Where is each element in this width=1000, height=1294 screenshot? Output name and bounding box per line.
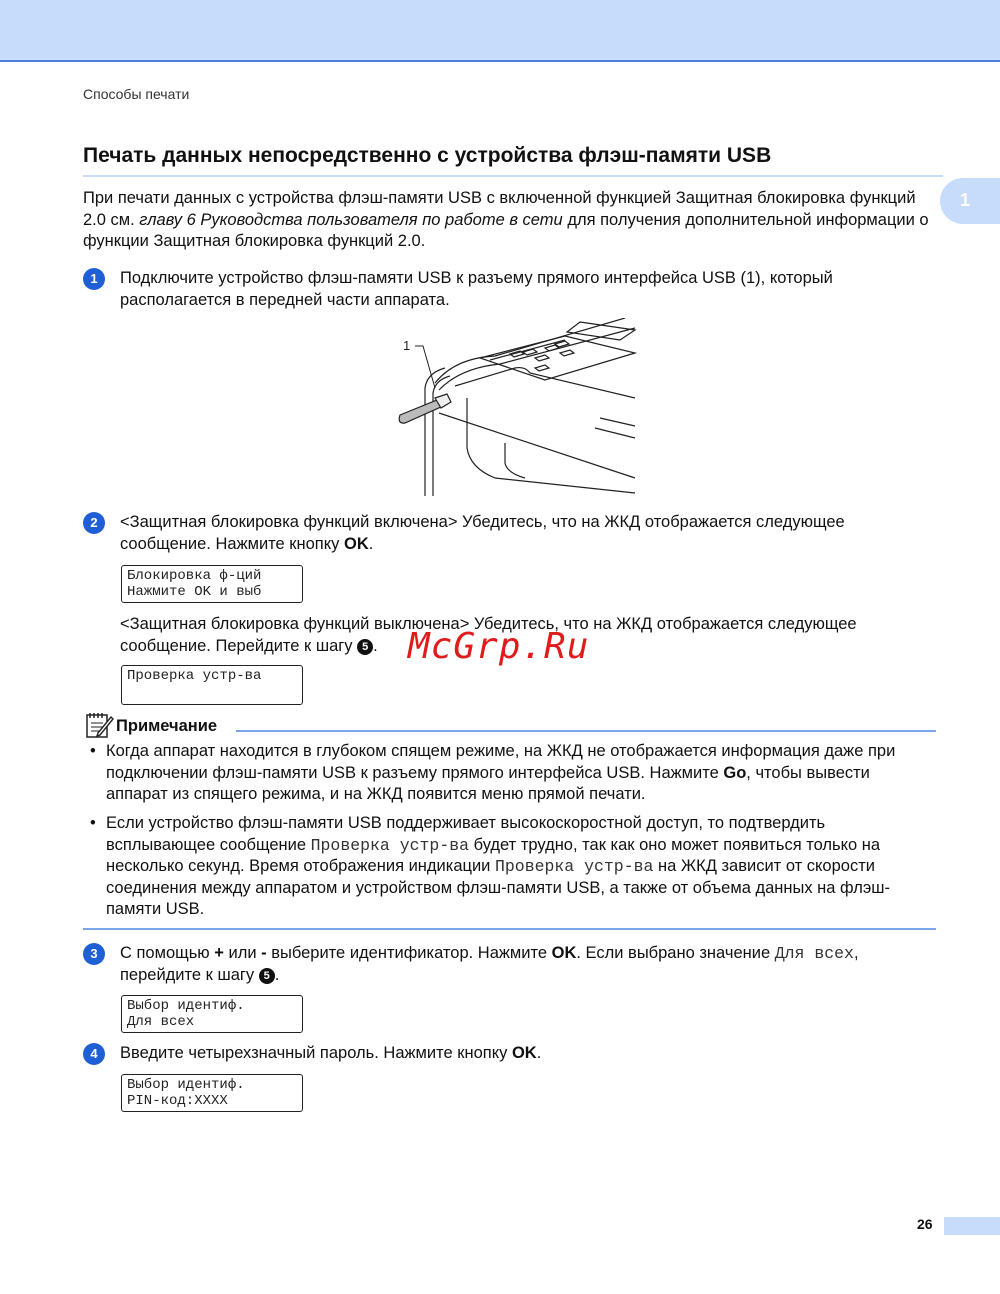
note-title: Примечание [116, 717, 218, 735]
title-rule [83, 175, 943, 177]
page-number-band [944, 1217, 1000, 1235]
step-number: 4 [83, 1043, 105, 1065]
running-header: Способы печати [83, 86, 190, 102]
step-text: Введите четырехзначный пароль. Нажмите кнопку OK. [120, 1044, 542, 1062]
step-text: Подключите устройство флэш-памяти USB к разъему прямого интерфейса USB (1), который располагается в передней части аппарата. [120, 269, 833, 309]
step-text-disabled: <Защитная блокировка функций выключена> Убедитесь, что на ЖКД отображается следующее сообщение. Перейдите к шагу 5 . [120, 615, 857, 655]
ok-key: OK [551, 944, 577, 962]
lcd-display-checking: Проверка устр-ва [121, 665, 303, 705]
step-number: 1 [83, 268, 105, 290]
step-text: С помощью + или - выберите идентификатор. Нажмите OK. Если выбрано значение Для всех, перейдите к шагу 5 . [120, 944, 859, 984]
usb-connection-illustration [395, 318, 645, 498]
note-rule-top [236, 730, 936, 732]
manual-reference: главу 6 Руководства пользователя по работе в сети [139, 210, 563, 229]
intro-paragraph: При печати данных с устройства флэш-памяти USB с включенной функцией Защитная блокировка функций 2.0 см. главу 6 Руководства пользователя по работе в сети для получения дополнительной информации о функции Защитная блокировка функций 2.0. [83, 189, 929, 250]
callout-label: 1 [403, 338, 411, 353]
note-pencil-icon [84, 711, 114, 739]
ok-key: OK [343, 534, 369, 553]
page-number: 26 [917, 1216, 933, 1232]
note-rule-bottom [83, 928, 936, 930]
step-ref-circle: 5 [357, 639, 373, 655]
lcd-display-locked: Блокировка ф-ций Нажмите OK и выб [121, 565, 303, 603]
step-text-enabled: <Защитная блокировка функций включена> Убедитесь, что на ЖКД отображается следующее сообщение. Нажмите кнопку OK. [120, 513, 845, 553]
step-number: 3 [83, 943, 105, 965]
lcd-display-pin: Выбор идентиф. PIN-код:XXXX [121, 1074, 303, 1112]
minus-key: - [261, 944, 267, 962]
go-key: Go [723, 763, 747, 782]
lcd-display-select-id: Выбор идентиф. Для всех [121, 995, 303, 1033]
ok-key: OK [511, 1044, 537, 1062]
step-ref-circle: 5 [259, 968, 275, 984]
step-number: 2 [83, 512, 105, 534]
plus-key: + [214, 944, 224, 962]
page-title: Печать данных непосредственно с устройства флэш-памяти USB [83, 144, 772, 167]
chapter-number: 1 [960, 190, 971, 210]
top-band [0, 0, 1000, 62]
watermark: McGrp.Ru [408, 626, 590, 667]
